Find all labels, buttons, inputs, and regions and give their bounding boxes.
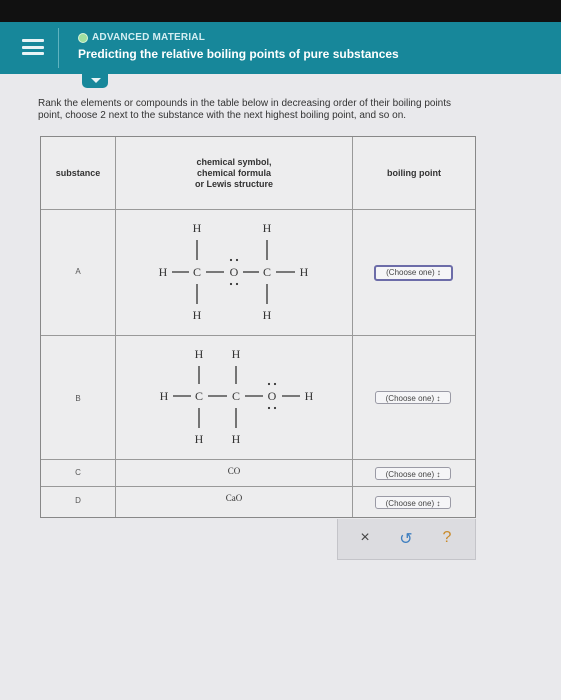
select-a-label: (Choose one): [386, 268, 435, 277]
select-d-label: (Choose one): [385, 499, 435, 508]
collapse-tab[interactable]: [82, 74, 108, 88]
instructions: [38, 98, 561, 122]
atom-h: H: [231, 347, 241, 361]
atom-h: H: [159, 389, 169, 403]
chevron-down-icon: [91, 78, 101, 83]
header-structure-line-3: or Lewis structure: [194, 179, 274, 189]
subtitle-text: ADVANCED MATERIAL: [92, 32, 206, 43]
formula-d: CaO: [225, 493, 243, 503]
atom-h: H: [194, 347, 204, 361]
table-col-divider: [352, 137, 353, 517]
header-structure: [116, 157, 352, 190]
select-arrows-icon: ↕: [436, 268, 441, 277]
top-strip: [0, 0, 561, 22]
boiling-point-select-a[interactable]: [374, 265, 453, 281]
instructions-line-1: Rank the elements or compounds in the table below in decreasing order of their boiling points: [38, 98, 452, 109]
status-dot-icon: [78, 33, 88, 43]
atom-c: C: [192, 265, 202, 279]
row-label-a: A: [75, 267, 81, 276]
instructions-line-2: point, choose 2 next to the substance with the next highest boiling point, and so on.: [38, 110, 407, 121]
select-c-label: (Choose one): [385, 470, 435, 479]
header-structure-line-1: chemical symbol,: [196, 157, 272, 167]
select-arrows-icon: ↕: [436, 470, 441, 479]
close-button[interactable]: ×: [360, 529, 370, 546]
atom-h: H: [192, 221, 202, 235]
atom-h: H: [231, 432, 241, 446]
action-bar: [337, 519, 476, 560]
menu-icon[interactable]: [22, 36, 44, 58]
header-divider: [58, 28, 59, 68]
substance-table: [40, 136, 476, 518]
formula-c: CO: [227, 466, 241, 476]
row-label-d: D: [75, 496, 81, 505]
atom-h: H: [158, 265, 168, 279]
atom-h: H: [194, 432, 204, 446]
atom-c: C: [194, 389, 204, 403]
select-b-label: (Choose one): [385, 394, 435, 403]
row-label-c: C: [75, 468, 81, 477]
atom-h: H: [304, 389, 314, 403]
atom-o: O: [229, 265, 239, 279]
row-label-b: B: [75, 394, 81, 403]
header-structure-line-2: chemical formula: [196, 168, 272, 178]
table-row-divider: [41, 459, 475, 460]
select-arrows-icon: ↕: [436, 394, 441, 403]
header-boiling-point: boiling point: [387, 168, 441, 178]
atom-h: H: [299, 265, 309, 279]
atom-c: C: [262, 265, 272, 279]
page-title: Predicting the relative boiling points of pure substances: [78, 47, 399, 61]
atom-o: O: [267, 389, 277, 403]
atom-h: H: [262, 221, 272, 235]
boiling-point-select-b[interactable]: [375, 391, 451, 404]
help-button[interactable]: ?: [442, 529, 452, 546]
table-row-divider: [41, 486, 475, 487]
undo-button[interactable]: ↺: [399, 531, 413, 548]
boiling-point-select-d[interactable]: [375, 496, 451, 509]
header-substance: substance: [55, 168, 101, 178]
atom-c: C: [231, 389, 241, 403]
atom-h: H: [262, 308, 272, 322]
lewis-structure-a: [116, 210, 352, 335]
header-bar: [0, 22, 561, 74]
boiling-point-select-c[interactable]: [375, 467, 451, 480]
topic-subtitle: [78, 32, 205, 43]
select-arrows-icon: ↕: [436, 499, 441, 508]
lewis-structure-b: [116, 336, 352, 459]
atom-h: H: [192, 308, 202, 322]
